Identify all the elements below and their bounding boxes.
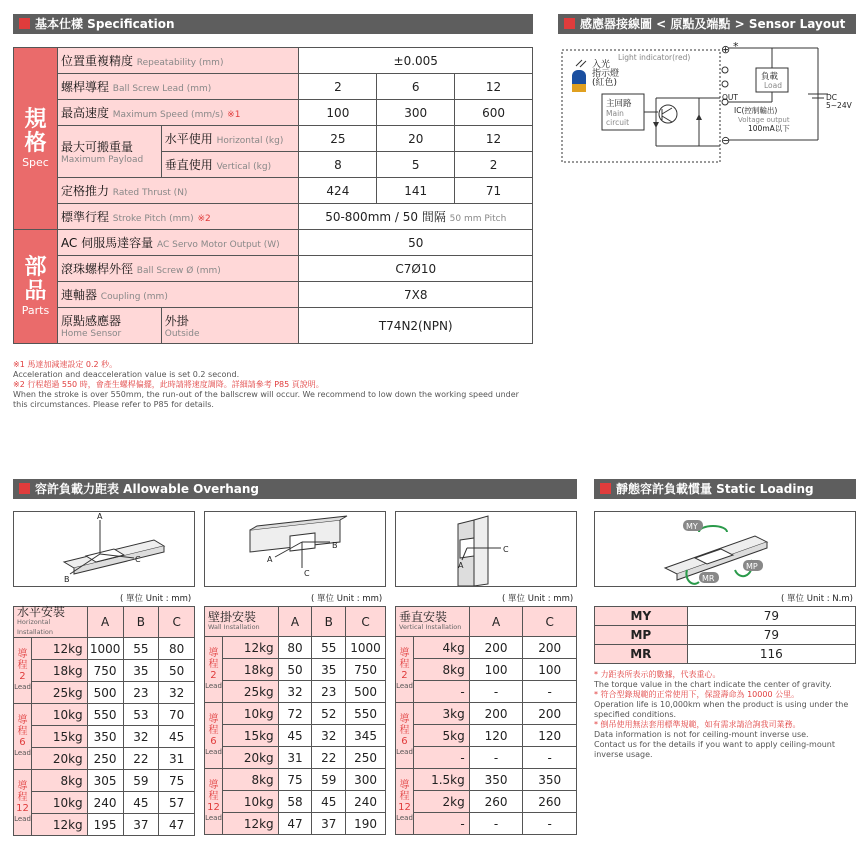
row-motor: AC 伺服馬達容量 AC Servo Motor Output (W)	[57, 230, 299, 256]
header-square-icon	[19, 18, 30, 29]
spec-header: 基本仕樣 Specification	[13, 14, 533, 34]
moment-axes-icon	[595, 512, 855, 586]
svg-text:100mA以下: 100mA以下	[748, 124, 790, 133]
vertical-overhang-table: 垂直安裝 Vertical Installation A C 導 程 2 Lead 4kg 200 200 8kg 100 100 - - - 導 程 6 Lead 3kg 200 200 5kg 120 120 - - - 導 程 12 Lead 1.5kg 350 350 2kg 260 260 - - -	[395, 606, 577, 835]
svg-text:負載: 負載	[761, 72, 779, 82]
moment-diagram	[594, 511, 856, 587]
svg-text:C: C	[135, 555, 141, 564]
svg-text:Load: Load	[764, 81, 782, 90]
svg-text:5~24V: 5~24V	[826, 101, 852, 110]
svg-text:MY: MY	[686, 522, 698, 531]
svg-text:入光: 入光	[592, 60, 611, 70]
header-square-icon	[564, 18, 575, 29]
svg-text:A: A	[97, 512, 103, 521]
horizontal-overhang-table: 水平安裝 Horizontal Installation A B C 導 程 2 Lead 12kg 1000 55 80 18kg 750 35 50 25kg 500 23 32 導 程 6 Lead 10kg 550 53 70 15kg 350 32 45 20kg 250 22 31 導 程 12 Lead 8kg 305 59 75 10kg 240 45 57 12kg 195 37 47	[13, 606, 195, 836]
row-stroke: 標準行程 Stroke Pitch (mm) ※2	[57, 204, 299, 230]
horizontal-diagram	[13, 511, 195, 587]
static-header: 靜態容許負載慣量 Static Loading Moment	[594, 479, 856, 499]
light-indicator-label: Light indicator(red)	[618, 53, 691, 62]
header-square-icon	[600, 483, 611, 494]
spec-group-label: 規 格 Spec	[14, 48, 58, 230]
repeatability-value: ±0.005	[299, 48, 533, 74]
svg-text:C: C	[503, 545, 509, 554]
svg-text:(紅色): (紅色)	[592, 78, 618, 88]
wall-diagram	[204, 511, 386, 587]
svg-text:C: C	[304, 569, 310, 578]
vertical-install-icon	[396, 512, 576, 586]
parts-group-label: 部 品 Parts	[14, 230, 58, 344]
svg-text:B: B	[64, 575, 70, 584]
my-arrow-icon	[699, 526, 727, 532]
sensor-header: 感應器接線圖 < 原點及端點 > Sensor Layout	[558, 14, 856, 34]
row-sensor: 原點感應器 Home Sensor	[57, 308, 161, 344]
row-coupling: 連軸器 Coupling (mm)	[57, 282, 299, 308]
svg-text:circuit: circuit	[606, 118, 630, 127]
row-screw: 滾珠螺桿外徑 Ball Screw Ø (mm)	[57, 256, 299, 282]
overhang-header: 容許負載力距表 Allowable Overhang	[13, 479, 577, 499]
svg-text:指示燈: 指示燈	[592, 69, 620, 79]
wall-overhang-table: 壁掛安裝 Wall Installation A B C 導 程 2 Lead 12kg 80 55 1000 18kg 50 35 750 25kg 32 23 500 導 程 6 Lead 10kg 72 52 550 15kg 45 32 345 20kg 31 22 250 導 程 12 Lead 8kg 75 59 300 10kg 58 45 240 12kg 47 37 190	[204, 606, 386, 835]
row-lead: 螺桿導程 Ball Screw Lead (mm)	[57, 74, 299, 100]
svg-text:Voltage output: Voltage output	[738, 116, 790, 124]
spec-table: 規 格 Spec 位置重複精度 Repeatability (mm) ±0.005 螺桿導程 Ball Screw Lead (mm) 2 6 12 最高速度 Maximum Speed (mm/s) ※1 100 300 600 最大可搬重量 Maximum Payload 水平使用 Horizontal (kg) 25 20 12 垂直使用 Vertical (kg) 8 5 2 定格推力 Rated Thrust (N) 424 141 71 標準行程 Stroke Pitch (mm) ※2 50-800mm / 50 間隔 50 mm Pitch 部 品 Parts AC 伺服馬達容量 AC Servo Motor Output (W) 50 滾珠螺桿外徑 Ball Screw Ø (mm) C7Ø10 連軸器 Coupling (mm) 7X8 原點感應器 Home Sensor 外掛 Outside T74N2(NPN)	[13, 47, 533, 344]
svg-text:OUT: OUT	[722, 93, 738, 102]
sensor-wiring-diagram	[558, 40, 856, 168]
header-square-icon	[19, 483, 30, 494]
row-repeatability: 位置重複精度 Repeatability (mm)	[57, 48, 299, 74]
svg-text:*: *	[733, 40, 739, 53]
spec-notes: ※1 馬達加減速設定 0.2 秒。 Acceleration and deacceleration value is set 0.2 second. ※2 行程超過 550 時，會產生螺桿偏擺，此時請將速度調降。詳細請參考 P85 頁說明。 When the stroke is over 550mm, the run-out of the ballscrew will occur. We recommend to low down the working speed under this circumstances. Please refer to P85 for details.	[13, 360, 519, 409]
static-notes: * 力距表所表示的數據，代表重心。 The torque value in the chart indicate the center of gravity. * 符合型錄規範的正常使用下，保證壽命為 10000 公里。 Operation life is 10,000km when the product is using under the specified conditions. * 倒吊使用無法套用標準規範，如有需求請洽詢我司業務。 Data information is not for ceiling-mount inverse use. Contact us for the details if you want to apply ceiling-mount inverse usage.	[594, 670, 849, 759]
svg-text:IC(控制輸出): IC(控制輸出)	[734, 106, 778, 115]
svg-text:MR: MR	[702, 574, 715, 583]
row-thrust: 定格推力 Rated Thrust (N)	[57, 178, 299, 204]
svg-text:MP: MP	[746, 562, 758, 571]
row-speed: 最高速度 Maximum Speed (mm/s) ※1	[57, 100, 299, 126]
svg-text:A: A	[458, 561, 464, 570]
horizontal-install-icon	[14, 512, 194, 586]
row-payload: 最大可搬重量 Maximum Payload	[57, 126, 161, 178]
svg-text:Main: Main	[606, 109, 624, 118]
svg-text:B: B	[332, 541, 338, 550]
svg-text:主回路: 主回路	[606, 99, 632, 109]
svg-text:A: A	[267, 555, 273, 564]
static-moment-table: MY 79 MP 79 MR 116	[594, 606, 856, 664]
vertical-diagram	[395, 511, 577, 587]
minus-terminal-icon: ⊖	[721, 134, 731, 147]
plus-terminal-icon: ⊕	[721, 43, 731, 56]
wall-install-icon	[205, 512, 385, 586]
svg-text:DC: DC	[826, 93, 838, 102]
